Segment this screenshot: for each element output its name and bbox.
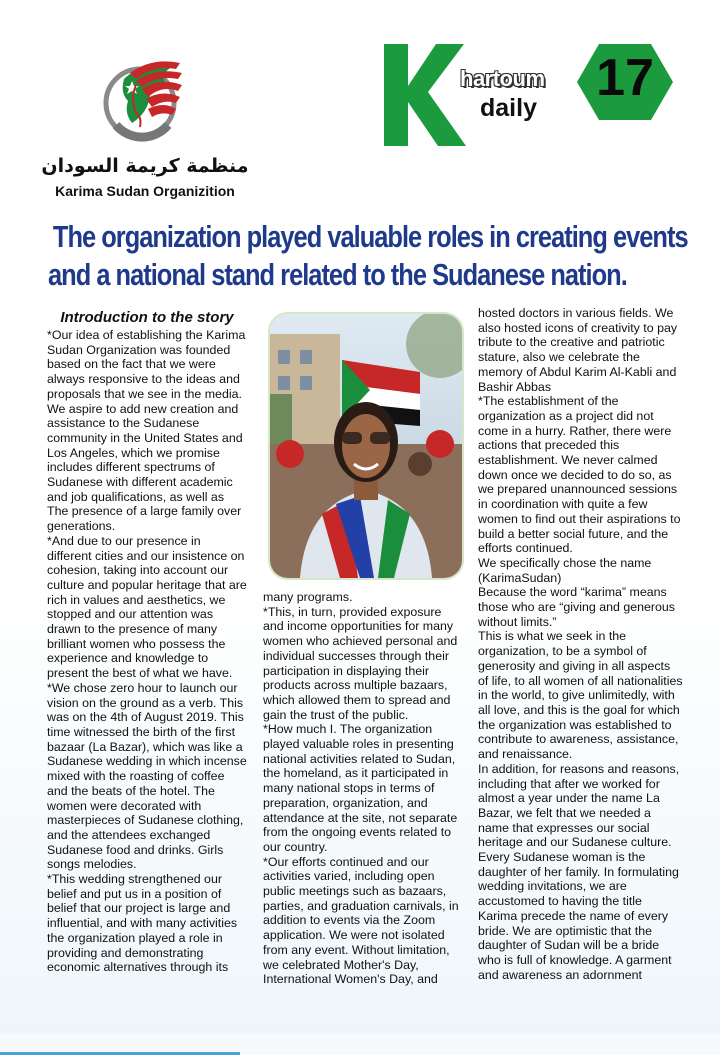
paragraph: *We chose zero hour to launch our vision on the ground as a verb. This was on the 4th of August 2019. This time witnessed the birth of the first bazaar (La Bazar), which was like a Sudanese wedding in which incense mixed with the roasting of coffee and the beats of the hotel. The women were decorated with masterpieces of Sudanese clothing, and the attendees exchanged Sudanese food and drinks. Girls songs melodies. (47, 680, 247, 872)
paragraph: hosted doctors in various fields. We also hosted icons of creativity to pay tribute to the creative and patriotic stature, also we celebrate the memory of Abdul Karim Al-Kabli and Bashir Abbas (478, 306, 678, 394)
page-number: 17 (596, 49, 654, 107)
paragraph: *How much I. The organization played valuable roles in presenting national activities related to Sudan, the homeland, as it participated in many national stops in terms of preparation, organization, and attendance at the site, not separate from the ongoing events related to our country. (263, 722, 458, 854)
karima-emblem-icon (102, 55, 184, 147)
paragraph: In addition, for reasons and reasons, including that after we worked for almost a year under the name La Bazar, we felt that we needed a name that expresses our social heritage and our Sudanese culture. Every Sudanese woman is the daughter of her family. In formulating wedding invitations, we are accustomed to having the title Karima precede the name of every bride. We are optimistic that the daughter of Sudan will be a bride who is full of knowledge. A garment and awareness an adornment (478, 761, 680, 982)
article-column-1 (47, 308, 247, 975)
article-headline (48, 218, 688, 294)
masthead (380, 38, 680, 150)
article-column-2 (263, 590, 463, 987)
paragraph: We specifically chose the name (KarimaSudan) (478, 555, 652, 585)
headline-line-1: The organization played valuable roles in creating events (52, 219, 688, 254)
woman-with-sudan-flag-icon (270, 314, 462, 578)
article-column-3 (478, 306, 683, 982)
paragraph: *This, in turn, provided exposure and income opportunities for many women who achieved personal and individual successes through their participation in displaying their products across multiple bazaars, which allowed them to spread and gain the trust of the public. (263, 604, 458, 722)
k-letter-icon (380, 38, 470, 150)
paragraph: *The establishment of the organization as a project did not come in a hurry. Rather, there were actions that preceded this establishment. We never calmed down once we decided to do so, as we prepared unannounced sessions in coordination with quite a few women to find out their aspirations to build a better social future, and the efforts continued. (478, 394, 681, 556)
organization-name-english: Karima Sudan Organizition (55, 183, 235, 199)
headline-line-2: and a national stand related to the Sudanese nation. (48, 257, 627, 292)
masthead-word: hartoum (460, 66, 545, 91)
organization-name-arabic: منظمة كريمة السودان (41, 155, 249, 177)
article-photo (268, 312, 464, 580)
paragraph: This is what we seek in the organization, to be a symbol of generosity and giving in all aspects of life, to all women of all nationalities in the world, to give unlimitedly, with all love, and this is the goal for which the organization was established to contribute to awareness, assistance, and renaissance. (478, 629, 683, 762)
organization-logo (40, 55, 250, 205)
section-title: Introduction to the story (60, 309, 234, 326)
paragraph: Because the word “karima” means those who are “giving and generous without limits.” (478, 585, 676, 629)
paragraph: *Our idea of establishing the Karima Sudan Organization was founded based on the fact that we were always responsive to the ideas and proposals that we see in the media. We aspire to add new creation and assistance to the Sudanese community in the United States and Los Angeles, which we promise includes different spectrums of Sudanese with different academic and job qualifications, as well as The presence of a large family over generations. (47, 328, 246, 534)
paragraph: *And due to our presence in different cities and our insistence on cohesion, taking into account our culture and popular heritage that are rich in values and aesthetics, we stopped and our attention was drawn to the presence of many brilliant women who possess the experience and knowledge to present the best of what we have. (47, 533, 247, 681)
paragraph: many programs. (263, 590, 353, 604)
masthead-subtitle: daily (480, 94, 537, 122)
paragraph: *Our efforts continued and our activities varied, including open public meetings such as bazaars, parties, and graduation carnivals, in addition to events via the Zoom application. We were not isolated from any event. Without limitation, we celebrated Mother's Day, International Women's Day, and (263, 854, 459, 987)
paragraph: *This wedding strengthened our belief and put us in a position of belief that our project is large and influential, and with many activities the organization played a role in providing and demonstrating economic alternatives through its (47, 872, 238, 975)
